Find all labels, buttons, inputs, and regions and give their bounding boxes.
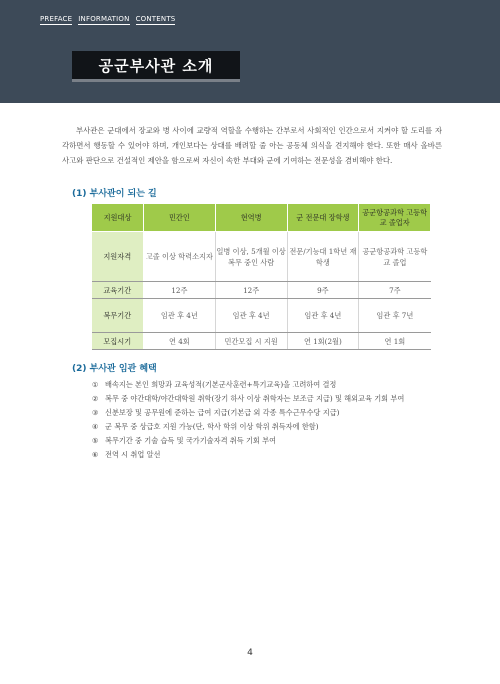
item-text: 군 복무 중 상급호 지원 가능(단, 학사 학위 이상 학위 취득자에 한함) [105,422,319,431]
item-number: ② [92,394,99,403]
table-row [92,333,431,350]
page-number: 4 [247,648,253,658]
page-title-box [72,51,240,82]
header-band [0,0,500,103]
row-label: 모집시기 [92,333,144,350]
item-text: 복무기간 중 기술 습득 및 국가기술자격 취득 기회 부여 [105,436,277,445]
table-row [92,232,431,282]
item-number: ③ [92,408,99,417]
top-nav [40,15,175,25]
table-row [92,299,431,333]
nav-preface[interactable]: PREFACE [40,15,73,23]
table-header-cell: 민간인 [144,204,216,232]
list-item [92,434,442,448]
row-label: 복무기간 [92,299,144,333]
table-cell: 연 1회 [359,333,431,350]
page-title: 공군부사관 소개 [98,56,214,75]
section-title-benefits: (2) 부사관 임관 혜택 [72,364,157,374]
table-cell: 민간모집 시 지원 [215,333,287,350]
nav-contents[interactable]: CONTENTS [135,15,176,23]
item-number: ⑥ [92,450,99,459]
row-label: 교육기간 [92,282,144,299]
table-cell: 전문/기능대 1학년 재학생 [287,232,359,282]
table-cell: 연 4회 [144,333,216,350]
table-cell: 임관 후 7년 [359,299,431,333]
list-item [92,392,442,406]
item-number: ① [92,380,99,389]
table-cell: 임관 후 4년 [144,299,216,333]
table-header-cell: 지원대상 [92,204,144,232]
eligibility-table [91,203,431,350]
list-item [92,406,442,420]
table-cell: 고졸 이상 학력소지자 [144,232,216,282]
table-cell: 7주 [359,282,431,299]
section-title-path: (1) 부사관이 되는 길 [72,189,157,199]
table-row [92,282,431,299]
nav-information[interactable]: INFORMATION [78,15,130,23]
item-text: 복무 중 야간대학/야간대학원 취학(장기 하사 이상 취학자는 보조금 지급) 및 해외교육 기회 부여 [105,394,405,403]
item-text: 전역 시 취업 알선 [105,450,161,459]
table-header-row [92,204,431,232]
table-header-cell: 군 전문대 장학생 [287,204,359,232]
benefits-list [92,378,442,462]
table-cell: 공군항공과학 고등학교 졸업 [359,232,431,282]
item-number: ⑤ [92,436,99,445]
table-header-cell: 공군항공과학 고등학교 졸업자 [359,204,431,232]
table-cell: 12주 [215,282,287,299]
row-label: 지원자격 [92,232,144,282]
intro-paragraph: 부사관은 군대에서 장교와 병 사이에 교량적 역할을 수행하는 간부로서 사회적인 인간으로서 지켜야 할 도리를 자각하면서 행동할 수 있어야 하며, 개인보다는 상대를 배려할 줄 아는 공동체 의식을 견지해야 한다. 또한 매사 올바른 사고와 판단으로 건설적인 제안을 함으로써 자신이 속한 부대와 군에 기여하는 전문성을 겸비해야 한다. [62,126,442,165]
list-item [92,420,442,434]
table-cell: 임관 후 4년 [287,299,359,333]
table-cell: 일병 이상, 5개월 이상 복무 중인 사람 [215,232,287,282]
item-text: 신분보장 및 공무원에 준하는 급여 지급(기본급 외 각종 특수근무수당 지급) [105,408,340,417]
table-header-cell: 현역병 [215,204,287,232]
item-number: ④ [92,422,99,431]
table-cell: 12주 [144,282,216,299]
table-cell: 연 1회(2월) [287,333,359,350]
item-text: 배속지는 본인 희망과 교육성적(기본군사훈련+특기교육)을 고려하여 결정 [105,380,337,389]
list-item [92,448,442,462]
table-cell: 9주 [287,282,359,299]
list-item [92,378,442,392]
table-cell: 임관 후 4년 [215,299,287,333]
